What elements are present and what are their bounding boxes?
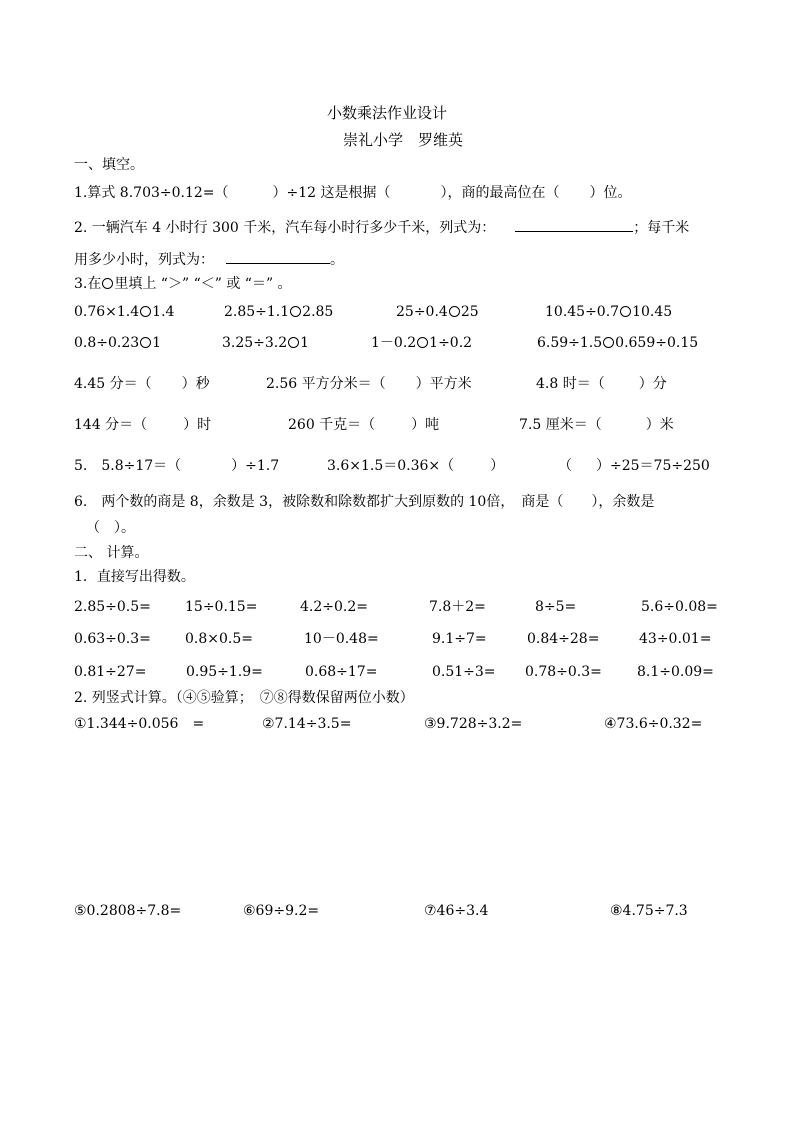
oral-item: 7.8＋2= — [429, 599, 486, 615]
question-1: 1.算式 8.703÷0.12=（ ）÷12 这是根据（ ），商的最高位在（ ）位。 — [74, 185, 632, 201]
compare-item: 25÷0.4 25 — [396, 304, 479, 320]
compare-item: 1－0.2 1÷0.2 — [371, 335, 473, 351]
oral-item: 43÷0.01= — [639, 631, 712, 647]
compare-circle-icon[interactable] — [449, 306, 460, 317]
compare-circle-icon[interactable] — [140, 337, 151, 348]
compare-circle-icon[interactable] — [290, 306, 301, 317]
vertical-calc-item: ⑧4.75÷7.3 — [610, 903, 688, 919]
question-3: 3.在 里填上 “＞” “＜” 或 “＝” 。 — [74, 276, 292, 292]
page-title: 小数乘法作业设计 — [327, 104, 448, 122]
oral-item: 8.1÷0.09= — [637, 664, 714, 680]
oral-item: 0.84÷28= — [527, 631, 600, 647]
compare-item: 3.25÷3.2 1 — [222, 335, 310, 351]
unit-conversion: 260 千克＝（ ）吨 — [288, 417, 440, 433]
compare-item: 6.59÷1.5 0.659÷0.15 — [537, 335, 699, 351]
question-5-c: （ ）÷25＝75÷250 — [558, 458, 710, 474]
compare-item: 2.85÷1.1 2.85 — [224, 304, 334, 320]
unit-conversion: 4.45 分＝（ ）秒 — [74, 376, 210, 392]
question-6-cont: （ ）。 — [86, 520, 135, 536]
oral-item: 0.95÷1.9= — [186, 664, 263, 680]
unit-conversion: 4.8 时＝（ ）分 — [536, 376, 667, 392]
compare-item: 0.8÷0.23 1 — [74, 335, 162, 351]
vertical-calc-item: ⑤0.2808÷7.8= — [74, 903, 182, 919]
question-5-b: 3.6×1.5＝0.36×（ ） — [327, 458, 505, 474]
vertical-calc-item: ⑥69÷9.2= — [243, 903, 320, 919]
vertical-calc-item: ④73.6÷0.32= — [604, 716, 703, 732]
oral-item: 0.78÷0.3= — [525, 664, 602, 680]
section-2-heading: 二、 计算。 — [74, 545, 149, 561]
unit-conversion: 7.5 厘米＝（ ）米 — [519, 417, 674, 433]
unit-conversion: 144 分＝（ ）时 — [74, 417, 212, 433]
question-2: 2. 一辆汽车 4 小时行 300 千米，汽车每小时行多少千米，列式为： ；每千米 — [74, 220, 690, 236]
page-subtitle: 崇礼小学 罗维英 — [343, 131, 464, 149]
oral-item: 0.68÷17= — [305, 664, 378, 680]
vertical-calc-item: ⑦46÷3.4 — [424, 903, 489, 919]
subsection-2: 2. 列竖式计算。（④⑤验算； ⑦⑧得数保留两位小数） — [74, 690, 414, 706]
vertical-calc-item: ③9.728÷3.2= — [424, 716, 523, 732]
oral-item: 15÷0.15= — [185, 599, 258, 615]
compare-item: 10.45÷0.7 10.45 — [545, 304, 673, 320]
unit-conversion: 2.56 平方分米＝（ ）平方米 — [266, 376, 472, 392]
section-1-heading: 一、填空。 — [74, 157, 144, 173]
oral-item: 0.81÷27= — [74, 664, 147, 680]
subsection-1: 1．直接写出得数。 — [74, 569, 195, 585]
oral-item: 8÷5= — [535, 599, 577, 615]
compare-item: 0.76×1.4 1.4 — [74, 304, 175, 320]
oral-item: 5.6÷0.08= — [641, 599, 718, 615]
oral-item: 4.2÷0.2= — [300, 599, 368, 615]
oral-item: 0.63÷0.3= — [74, 631, 151, 647]
answer-blank[interactable] — [226, 250, 330, 264]
compare-circle-icon[interactable] — [603, 337, 614, 348]
oral-item: 10－0.48= — [304, 631, 379, 647]
question-6: 6. 两个数的商是 8，余数是 3，被除数和除数都扩大到原数的 10倍， 商是（ ），余数是 — [74, 494, 655, 510]
oral-item: 0.51÷3= — [432, 664, 496, 680]
compare-circle-icon[interactable] — [288, 337, 299, 348]
question-2-cont: 用多少小时，列式为： 。 — [74, 252, 344, 268]
vertical-calc-item: ②7.14÷3.5= — [262, 716, 352, 732]
oral-item: 2.85÷0.5= — [74, 599, 151, 615]
vertical-calc-item: ①1.344÷0.056 = — [74, 716, 205, 732]
oral-item: 9.1÷7= — [432, 631, 487, 647]
compare-circle-icon[interactable] — [620, 306, 631, 317]
compare-circle-icon[interactable] — [417, 337, 428, 348]
answer-blank[interactable] — [515, 218, 633, 232]
oral-item: 0.8×0.5= — [185, 631, 253, 647]
compare-circle-icon — [102, 278, 113, 289]
question-5: 5. 5.8÷17＝（ ）÷1.7 — [74, 458, 280, 474]
compare-circle-icon[interactable] — [140, 306, 151, 317]
